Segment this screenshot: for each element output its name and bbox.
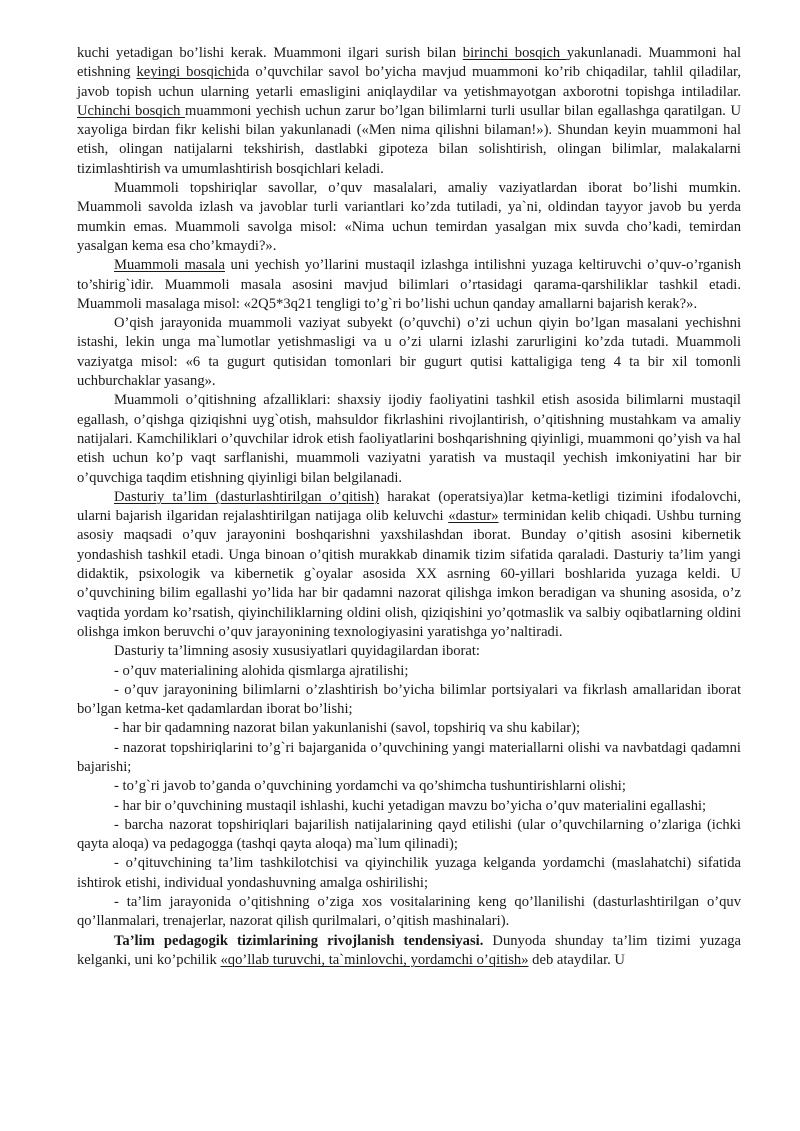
text-run: - har bir qadamning nazorat bilan yakunlanishi (savol, topshiriq va shu kabilar); bbox=[114, 720, 581, 737]
paragraph bbox=[77, 681, 741, 720]
text-run: - o’quv materialining alohida qismlarga ajratilishi; bbox=[114, 662, 409, 679]
underlined-term: keyingi bosqichi bbox=[136, 64, 236, 81]
paragraph bbox=[77, 256, 741, 314]
text-run: - o’quv jarayonining bilimlarni o’zlashtirish bo’yicha bilimlar portsiyalari va fikrlash amallaridan iborat bo’lgan ketma-ket qadamlardan iborat bo’lishi; bbox=[77, 681, 741, 718]
text-run: Dasturiy ta’limning asosiy xususiyatlari quyidagilardan iborat: bbox=[114, 643, 480, 660]
underlined-term: Uchinchi bosqich bbox=[77, 102, 185, 119]
paragraph bbox=[77, 777, 741, 796]
text-run: Muammoli topshiriqlar savollar, o’quv masalalari, amaliy vaziyatlardan iborat bo’lishi mumkin. Muammoli savolda izlash va javoblar turli variantlari ko’zda tutiladi, ya`ni, oldindan tayyor javob bu yerda mumkin emas. Muammoli savolga misol: «Nima uchun temirdan yasalgan mix suvda cho’kadi, temirdan yasalgan kema esa cho’kmaydi?». bbox=[77, 180, 741, 254]
paragraph bbox=[77, 391, 741, 487]
paragraph bbox=[77, 797, 741, 816]
text-run: - barcha nazorat topshiriqlari bajarilish natijalarining qayd etilishi (ular o’quvchilarning o’zlariga (ichki qayta aloqa) va pedagogga (tashqi qayta aloqa) ma`lum qilinadi); bbox=[77, 816, 741, 853]
text-run: kuchi yetadigan bo’lishi kerak. Muammoni ilgari surish bilan bbox=[77, 45, 463, 61]
text-run: - to’g`ri javob to’ganda o’quvchining yordamchi va qo’shimcha tushuntirishlarni olishi; bbox=[114, 778, 626, 795]
underlined-term: «dastur» bbox=[448, 508, 499, 525]
text-run: Dunyoda shunday ta’lim tizimi yuzaga kelganki, uni ko’pchilik bbox=[77, 932, 741, 968]
underlined-term: Muammoli masala bbox=[114, 257, 225, 274]
paragraph bbox=[77, 179, 741, 256]
text-run: deb ataydilar. U bbox=[528, 951, 625, 968]
paragraph bbox=[77, 488, 741, 642]
paragraph bbox=[77, 893, 741, 932]
paragraph bbox=[77, 44, 741, 179]
underlined-term: «qo’llab turuvchi, ta`minlovchi, yordamchi o’qitish» bbox=[220, 951, 529, 968]
bold-heading-text: Ta’lim pedagogik tizimlarining rivojlanish tendensiyasi. bbox=[114, 932, 484, 949]
paragraph bbox=[77, 854, 741, 893]
text-run: O’qish jarayonida muammoli vaziyat subyekt (o’quvchi) o’zi uchun qiyin bo’lgan masalani yechishni istashi, lekin unga ma`lumotlar yetishmasligi va u o’zi ularni izlashi zarurligini ko’zda tutadi. Muammoli vaziyatga misol: «6 ta gugurt qutisidan tomonlari bir gugurt qutisi kattaligiga teng 4 ta bir xil tomonli uchburchaklar yasang». bbox=[77, 315, 741, 390]
text-run: Muammoli o’qitishning afzalliklari: shaxsiy ijodiy faoliyatini tashkil etish asosida bilimlarni mustaqil egallash, o’qishga qiziqishni uyg`otish, mahsuldor fikrlashini rivojlantirish, o’qitishning mustahkam va amaliy natijalari. Kamchiliklari o’quvchilar idrok etish faoliyatlarini boshqarishning qiyinligi, muammoni qo’yish va hal etish uchun ko’p vaqt sarflanishi, muammoli vaziyatni yaratish va mustaqil yechish imkoniyatini har bir o’quvchiga taqdim etishning qiyinligi bilan belgilanadi. bbox=[77, 392, 741, 486]
paragraph bbox=[77, 739, 741, 778]
text-run: - o’qituvchining ta’lim tashkilotchisi va qiyinchilik yuzaga kelganda yordamchi (maslahatchi) sifatida ishtirok etishi, individual yondashuvning amalga oshirilishi; bbox=[77, 855, 741, 891]
text-run: - ta’lim jarayonida o’qitishning o’ziga xos vositalarining keng qo’llanilishi (dasturlashtirilgan o’quv qo’llanmalari, trenajerlar, nazorat qilish qurilmalari, o’qitish mashinalari). bbox=[77, 894, 741, 930]
paragraph bbox=[77, 314, 741, 391]
document-page bbox=[77, 44, 741, 970]
text-run: harakat (operatsiya)lar ketma-ketligi tizimini ifodalovchi, ularni bajarish ilgaridan rejalashtirilgan natijaga olib keluvchi bbox=[77, 488, 741, 525]
paragraph bbox=[77, 719, 741, 738]
text-run: da o’quvchilar savol bo’yicha mavjud muammoni ko’rib chiqadilar, tahlil qiladilar, javob topish uchun ularning yetarli emasligini aniqlaydilar va yetishmayotgan axborotni topishga intiladilar. bbox=[77, 64, 741, 100]
text-run: terminidan kelib chiqadi. Ushbu turning asosiy maqsadi o’quv jarayonini boshqarishni yaxshilashdan iborat. Bunday o’qitish asosini kibernetik yondashish tashkil etadi. Unga binoan o’qitish murakkab dinamik tizim sifatida qaraladi. Dasturiy ta’lim yangi didaktik, psixologik va kibernetik g`oyalar asosida XX asrning 60-yillari boshlarida yuzaga keldi. U o’quvchining bilim egallashi yo’lida har bir qadamni nazorat qilishga imkon beradigan va shuning asosida, o’z vaqtida yordam ko’rsatish, qiyinchiliklarning oldini olish, qiziqishini yo’qotmaslik va salbiy oqibatlarning oldini olishga imkon beruvchi o’quv jarayonining texnologiyasini yaratishga yo’naltiradi. bbox=[77, 508, 741, 640]
underlined-term: Dasturiy ta’lim (dasturlashtirilgan o’qitish) bbox=[114, 488, 380, 505]
paragraph bbox=[77, 816, 741, 855]
text-run: uni yechish yo’llarini mustaqil izlashga intilishni yuzaga keltiruvchi o’quv-o’rganish to’shirig`idir. Muammoli masala asosini mavjud bilimlari o’rtasidagi qarama-qarshiliklar tashkil etadi. Muammoli masalaga misol: «2Q5*3q21 tengligi to’g`ri bo’lishi uchun qanday amallarni bajarish kerak?». bbox=[77, 257, 742, 312]
text-run: - nazorat topshiriqlarini to’g`ri bajarganida o’quvchining yangi materiallarni olishi va navbatdagi qadamni bajarishi; bbox=[77, 739, 741, 775]
paragraph bbox=[77, 932, 741, 971]
underlined-term: birinchi bosqich bbox=[462, 45, 567, 61]
text-run: yakunlanadi. Muammoni hal etishning bbox=[77, 45, 742, 81]
text-run: - har bir o’quvchining mustaqil ishlashi, kuchi yetadigan mavzu bo’yicha o’quv materialini egallashi; bbox=[114, 797, 707, 814]
paragraph bbox=[77, 642, 741, 661]
text-run: muammoni yechish uchun zarur bo’lgan bilimlarni turli usullar bilan egallashga qaratilgan. U xayoliga birdan fikr kelishi bilan yakunlanadi («Men nima qilishni bilaman!»). Shundan keyin muammoni hal etish, olingan natijalarni tekshirish, dastlabki gipoteza bilan solishtirish, olingan bilimlar, malakalarni tizimlashtirish va umumlashtirish bosqichlari keladi. bbox=[77, 102, 741, 177]
paragraph bbox=[77, 662, 741, 681]
